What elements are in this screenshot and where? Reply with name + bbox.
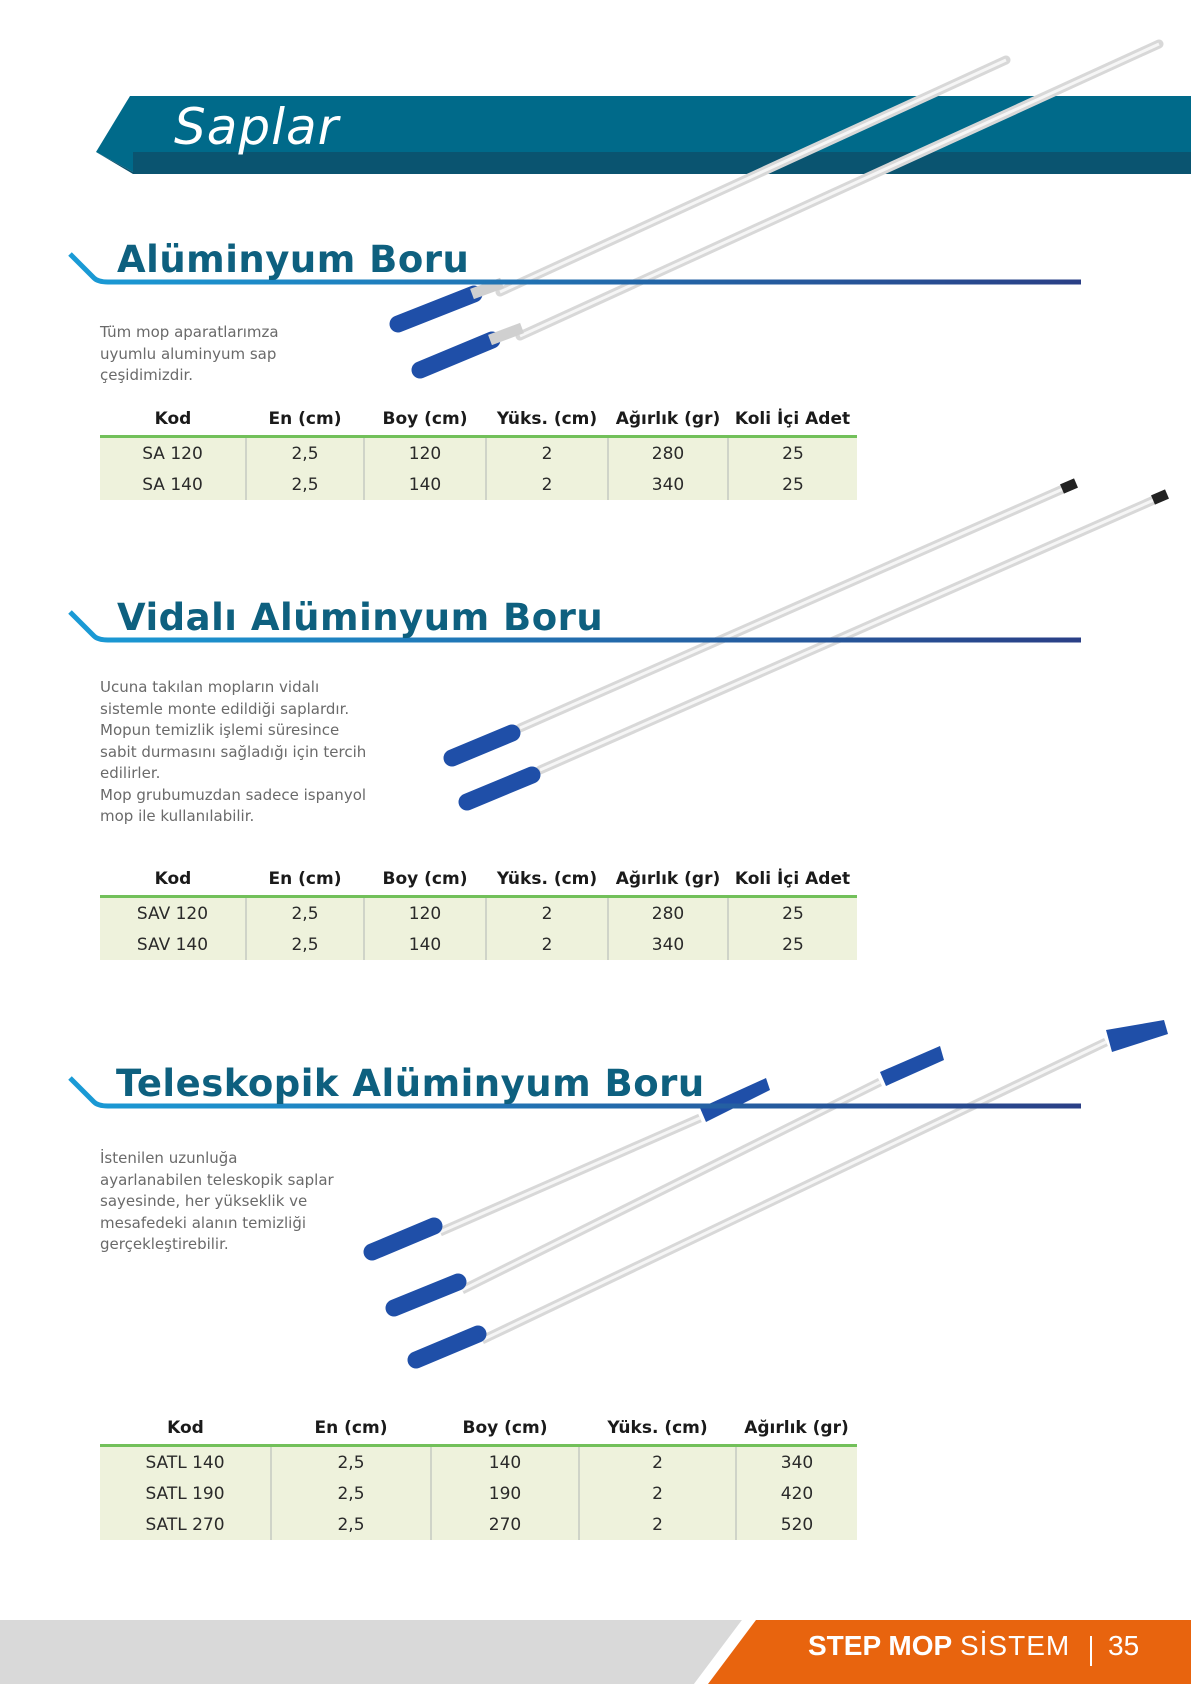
footer-separator xyxy=(1090,1636,1092,1666)
aluminium-pipe-image xyxy=(398,44,1159,370)
section-description-telescopic: İstenilen uzunluğa ayarlanabilen teleskopik saplar sayesinde, her yükseklik ve mesafedeki alanın temizliği gerçekleştirebilir. xyxy=(100,1149,334,1253)
table-row: SATL 190 2,5 190 2 420 xyxy=(100,1478,857,1509)
table-row: SA 120 2,5 120 2 280 25 xyxy=(100,437,857,470)
spec-table-aluminium: Kod En (cm) Boy (cm) Yüks. (cm) Ağırlık (gr) Koli İçi Adet SA 120 2,5 120 2 280 25 SA 140 2,5 140 2 340 25 xyxy=(100,403,857,500)
section-title-telescopic: Teleskopik Alüminyum Boru xyxy=(116,1062,705,1105)
table-row: SA 140 2,5 140 2 340 25 xyxy=(100,469,857,500)
spec-table-telescopic: Kod En (cm) Boy (cm) Yüks. (cm) Ağırlık (gr) SATL 140 2,5 140 2 340 SATL 190 2,5 190 2 420 SATL 270 2,5 270 2 520 xyxy=(100,1412,857,1540)
page-title: Saplar xyxy=(174,98,340,156)
page-number: 35 xyxy=(1108,1630,1140,1661)
spec-table-screw-aluminium: Kod En (cm) Boy (cm) Yüks. (cm) Ağırlık (gr) Koli İçi Adet SAV 120 2,5 120 2 280 25 SAV 140 2,5 140 2 340 25 xyxy=(100,863,857,960)
section-description-aluminium: Tüm mop aparatlarımza uyumlu aluminyum sap çeşidimizdir. xyxy=(100,323,279,384)
table-row: SATL 270 2,5 270 2 520 xyxy=(100,1509,857,1540)
table-row: SATL 140 2,5 140 2 340 xyxy=(100,1446,857,1479)
table-row: SAV 140 2,5 140 2 340 25 xyxy=(100,929,857,960)
section-title-aluminium: Alüminyum Boru xyxy=(117,238,470,281)
footer-brand: STEP MOP SİSTEM xyxy=(808,1630,1071,1661)
section-description-screw-aluminium: Ucuna takılan mopların vidalı sistemle monte edildiği saplardır. Mopun temizlik işlemi süresince sabit durmasını sağladığı için tercih edilirler. Mop grubumuzdan sadece ispanyol mop ile kullanılabilir. xyxy=(100,678,367,825)
section-title-screw-aluminium: Vidalı Alüminyum Boru xyxy=(117,596,604,639)
table-row: SAV 120 2,5 120 2 280 25 xyxy=(100,897,857,930)
